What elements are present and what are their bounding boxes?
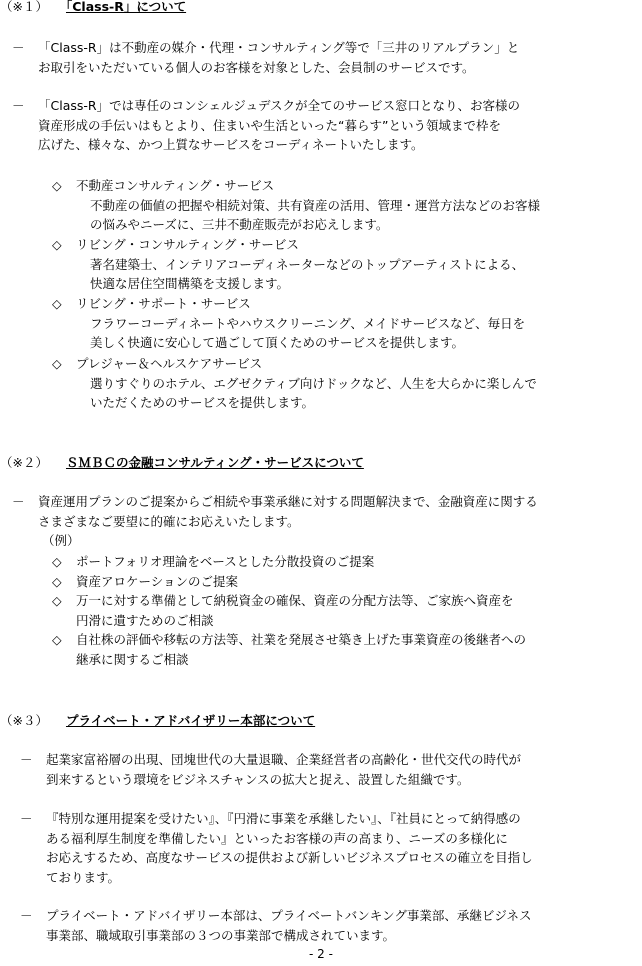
dash-bullet: － [20,752,33,767]
dash-bullet: － [12,40,25,55]
diamond-bullet: ◇ [52,237,62,252]
item-line: 万一に対する準備として納税資金の確保、資産の分配方法等、ご家族へ資産を [76,593,514,608]
dash-bullet: － [12,494,25,509]
diamond-bullet: ◇ [52,356,62,371]
item-line: 資産アロケーションのご提案 [76,573,239,589]
section-3-para-2 [20,809,533,887]
item-line: 円滑に遺すためのご相談 [76,612,214,628]
section-3-para-1 [20,750,521,789]
item-title: 不動産コンサルティング・サービス [76,178,275,193]
section-title: プライベート・アドバイザリー本部について [65,713,316,728]
diamond-bullet: ◇ [52,593,62,608]
section-1-heading [0,0,186,17]
item-title: リビング・コンサルティング・サービス [76,237,299,252]
section-3-para-3 [20,906,532,945]
item-line: の悩みやニーズに、三井不動産販売がお応えします。 [90,217,389,232]
section-2-heading [0,453,364,473]
section-title: 「Class-R」について [65,0,187,14]
dash-bullet: － [12,98,25,113]
section-label: （※１） [0,0,48,14]
section-label: （※２） [0,455,48,470]
para-line: 資産形成の手伝いはもとより、住まいや生活といった“暮らす”という領域まで枠を [38,117,501,133]
item-title: リビング・サポート・サービス [76,296,251,311]
para-line: 「Class-R」は不動産の媒介・代理・コンサルティング等で「三井のリアルプラン」と [38,40,520,55]
item-line: 不動産の価値の把握や相続対策、共有資産の活用、管理・運営方法などのお客様 [90,197,541,213]
section-1-item-1 [52,176,540,235]
dash-bullet: － [20,908,33,923]
para-line: ある福利厚生制度を準備したい』といったお客様の声の高まり、ニーズの多様化に [46,830,508,846]
section-1-item-2 [52,235,524,294]
dash-bullet: － [20,811,33,826]
example-label: （例） [42,533,80,548]
item-line: 著名建築士、インテリアコーディネーターなどのトップアーティストによる、 [90,256,525,272]
diamond-bullet: ◇ [52,178,62,193]
page-number: - 2 - [309,947,333,961]
section-1-item-4 [52,354,537,413]
section-3-heading [0,711,315,731]
section-1-item-3 [52,294,525,353]
item-line: 快適な居住空間構築を支援します。 [90,276,290,291]
section-label: （※３） [0,713,48,728]
item-line: 選りすぐりのホテル、エグゼクティブ向けドックなど、人生を大らかに楽しんで [90,375,537,391]
para-line: お取引をいただいている個人のお客様を対象とした、会員制のサービスです。 [38,59,475,75]
para-line: 資産運用プランのご提案からご相続や事業承継に対する問題解決まで、金融資産に関する [38,494,538,509]
para-line: 事業部、職域取引事業部の３つの事業部で構成されています。 [46,927,396,943]
item-title: プレジャー＆ヘルスケアサービス [76,356,263,371]
section-2-para-1 [12,492,538,551]
para-line: 「Class-R」では専任のコンシェルジュデスクが全てのサービス窓口となり、お客様の [38,98,520,113]
item-line: 美しく快適に安心して過ごして頂くためのサービスを提供します。 [90,335,465,350]
section-1-para-2 [12,96,520,155]
item-line: フラワーコーディネートやハウスクリーニング、メイドサービスなど、毎日を [90,315,526,331]
diamond-bullet: ◇ [52,632,62,647]
diamond-bullet: ◇ [52,554,62,569]
item-line: 自社株の評価や移転の方法等、社業を発展させ築き上げた事業資産の後継者への [76,632,527,647]
para-line: さまざまなご要望に的確にお応えいたします。 [38,513,300,529]
item-line: 継承に関するご相談 [76,651,189,667]
para-line: プライベート・アドバイザリー本部は、プライベートバンキング事業部、承継ビジネス [46,908,532,923]
diamond-bullet: ◇ [52,296,62,311]
para-line: 広げた、様々な、かつ上質なサービスをコーディネートいたします。 [38,137,424,152]
section-2-items [52,552,526,669]
item-line: ポートフォリオ理論をベースとした分散投資のご提案 [76,554,375,569]
section-1-para-1 [12,38,519,77]
item-line: いただくためのサービスを提供します。 [90,395,315,410]
para-line: ております。 [46,869,121,885]
para-line: お応えするため、高度なサービスの提供および新しいビジネスプロセスの確立を目指し [46,850,533,865]
para-line: 起業家富裕層の出現、団塊世代の大量退職、企業経営者の高齢化・世代交代の時代が [46,752,522,767]
section-title: ＳＭＢＣの金融コンサルティング・サービスについて [65,455,364,470]
diamond-bullet: ◇ [52,573,62,589]
para-line: 『特別な運用提案を受けたい』、『円滑に事業を承継したい』、『社員にとって納得感の [46,811,521,826]
para-line: 到来するという環境をビジネスチャンスの拡大と捉え、設置した組織です。 [46,771,470,787]
